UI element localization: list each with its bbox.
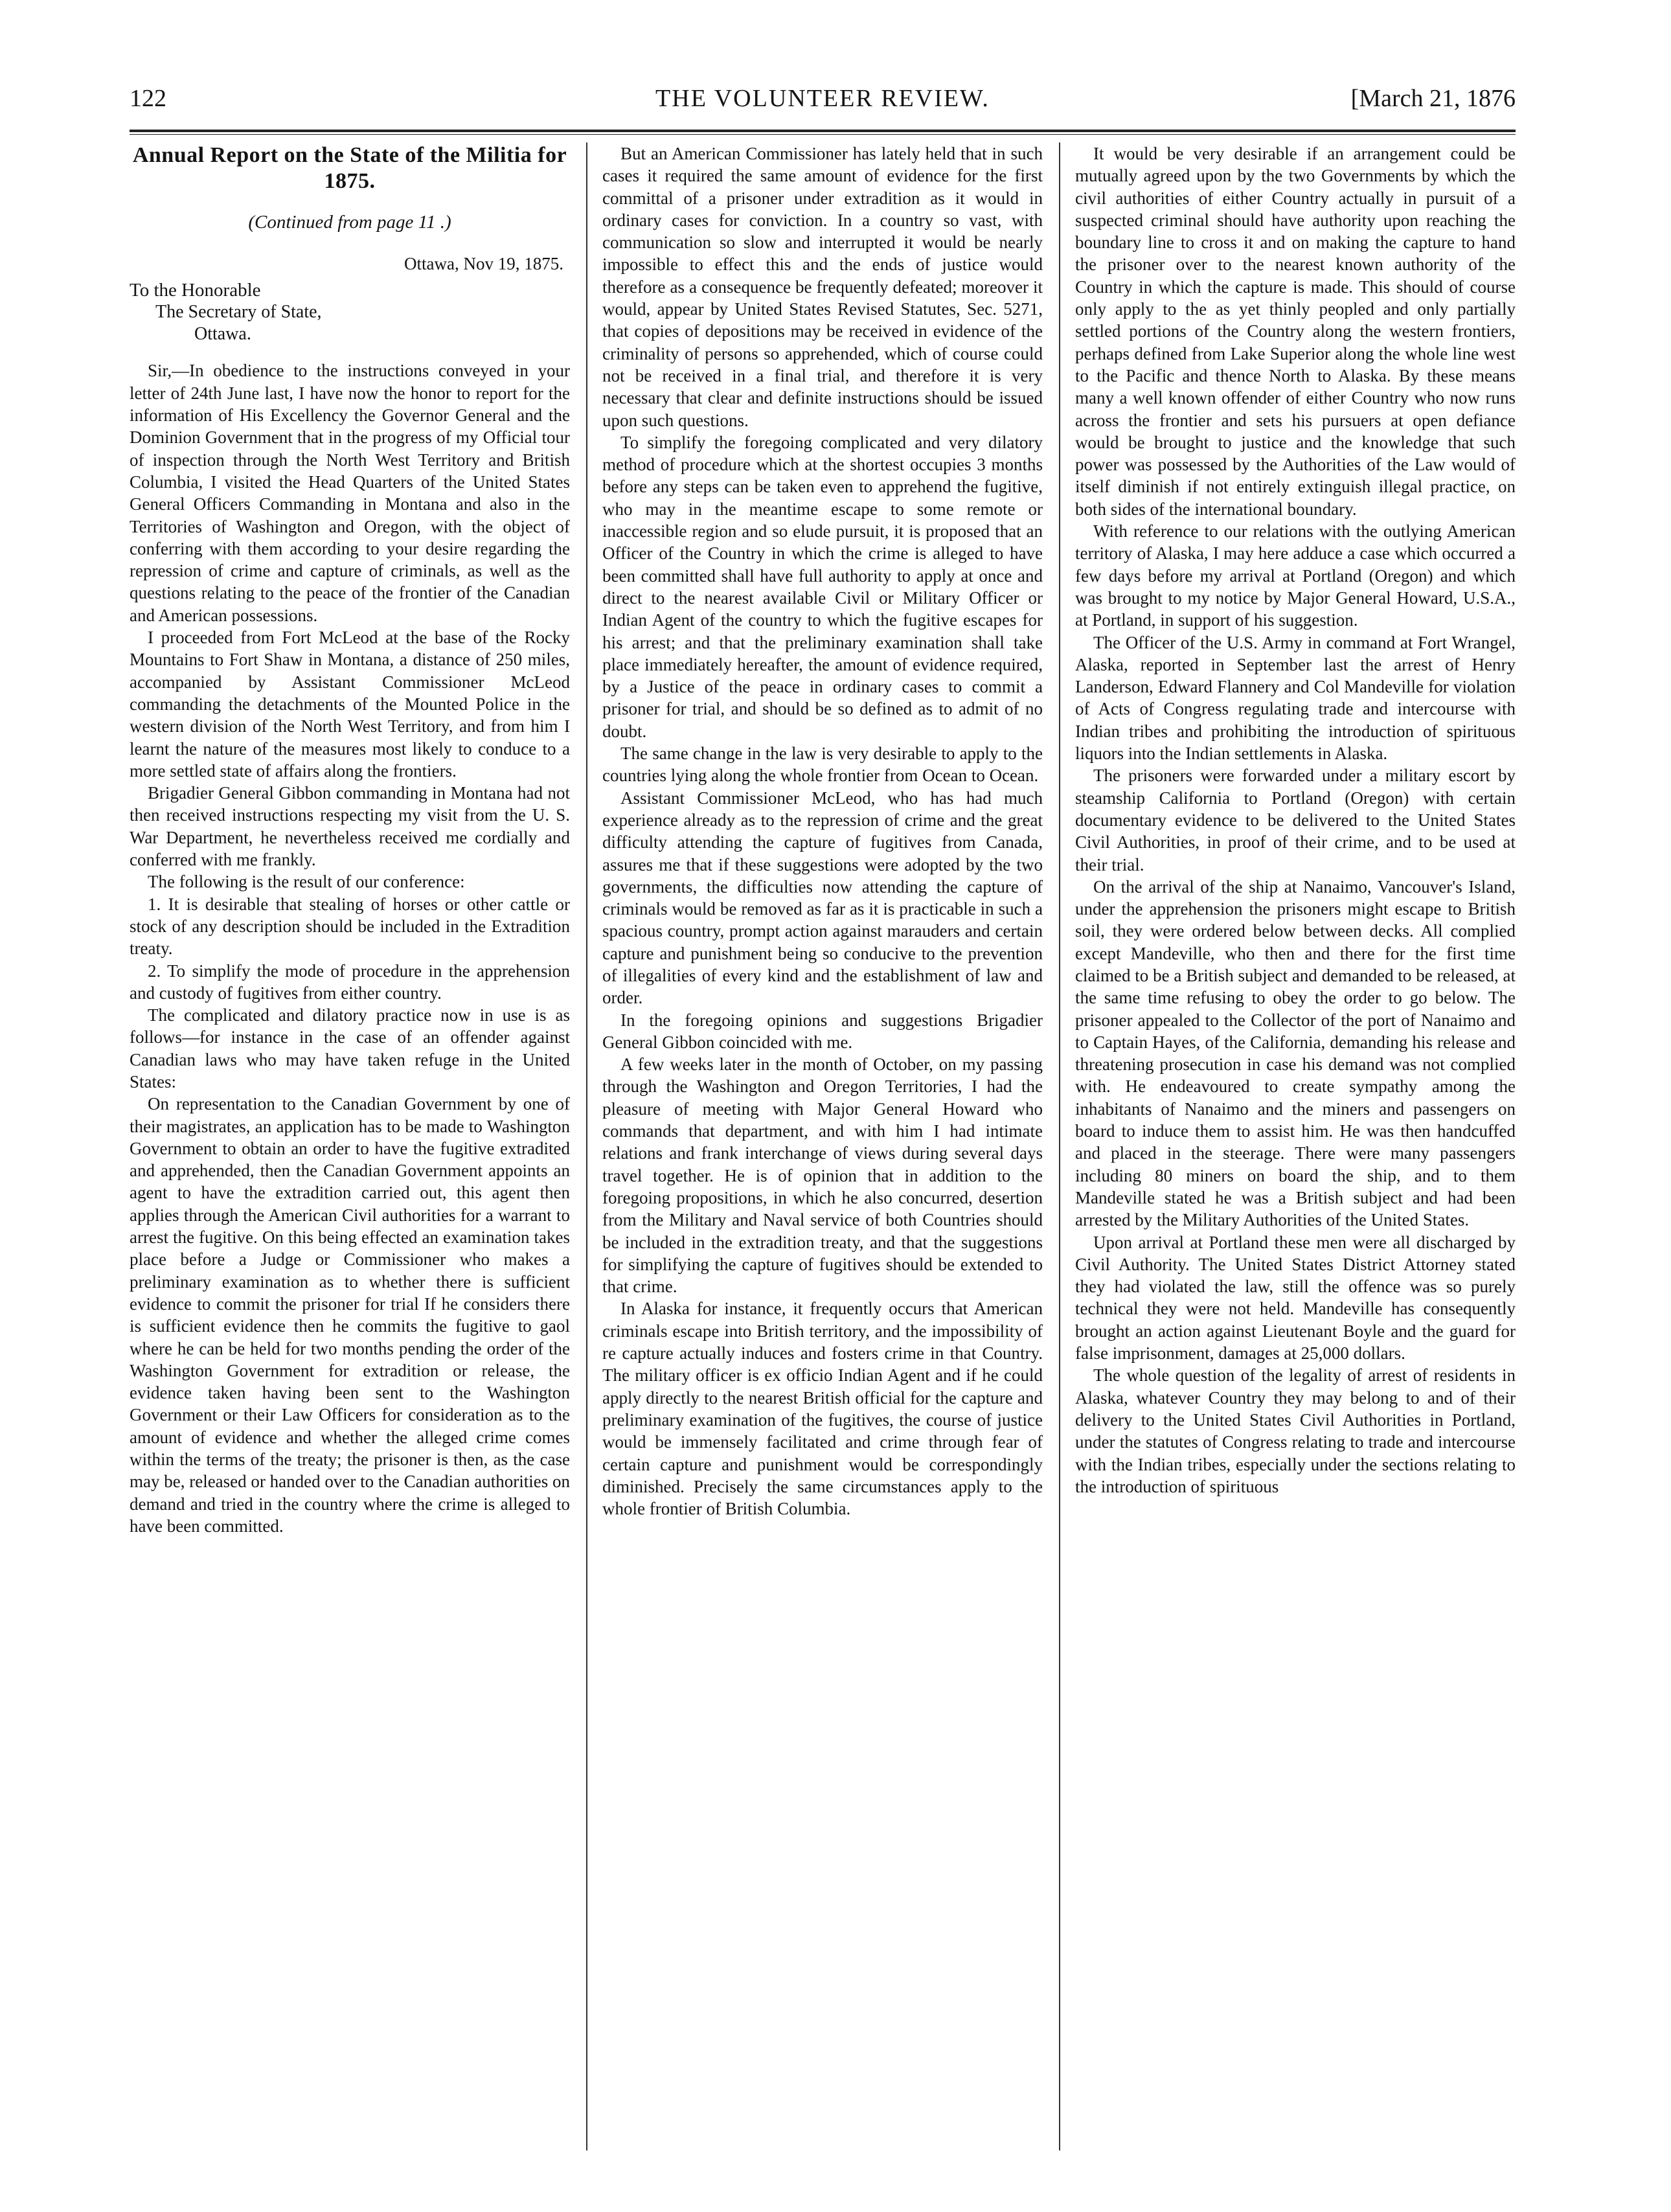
paragraph: The whole question of the legality of arrest of residents in Alaska, whatever Country they may belong to and of their delivery to the United States Civil Authorities in Portland, under the statutes of Congress relating to trade and intercourse with the Indian tribes, especially under the sections relating to the introduction of spirituous: [1075, 1365, 1516, 1496]
paragraph: The prisoners were forwarded under a military escort by steamship California to Portland (Oregon) with certain documentary evidence to be delivered to the United States Civil Authorities, in proof of their crime, and to be used at their trial.: [1075, 766, 1516, 874]
address-line: Ottawa.: [194, 324, 251, 345]
column-3: [1075, 143, 1516, 2150]
paragraph: On the arrival of the ship at Nanaimo, Vancouver's Island, under the apprehension the prisoners might escape to British soil, they were ordered below between decks. All complied except Mandeville, who then and there for the first time claimed to be a British subject and demanded to be released, at the same time refusing to obey the order to go below. The prisoner appealed to the Collector of the port of Nanaimo and to Captain Hayes, of the California, demanding his release and threatening prosecution in case his demand was not complied with. He endeavoured to create sympathy among the inhabitants of Nanaimo and the miners and passengers on board to induce them to assist him. He was then handcuffed and placed in the steerage. There were many passengers including 80 miners on board the ship, and to them Mandeville stated he was a British subject and had been arrested by the Military Authorities of the United States.: [1075, 876, 1516, 1230]
article-title: Annual Report on the State of the Militia for 1875.: [132, 143, 567, 193]
masthead: [130, 84, 1516, 123]
paragraph: The following is the result of our conference:: [148, 872, 465, 892]
continued-note: (Continued from page 11 .): [248, 212, 451, 233]
paragraph: A few weeks later in the month of October, on my passing through the Washington and Oregon Territories, I had the pleasure of meeting with Major General Howard who commands that department, and with him I had intimate relations and frank interchange of views during several days travel together. He is of opinion that in addition to the foregoing propositions, in which he also concurred, desertion from the Military and Naval service of both Countries should be included in the extradition treaty, and that the suggestions for simplifying the capture of fugitives should be extended to that crime.: [602, 1055, 1043, 1297]
column-2: [602, 143, 1043, 2150]
paragraph: 2. To simplify the mode of procedure in the apprehension and custody of fugitives from either country.: [130, 961, 570, 1003]
paragraph: With reference to our relations with the outlying American territory of Alaska, I may here adduce a case which occurred a few days before my arrival at Portland (Oregon) and which was brought to my notice by Major General Howard, U.S.A., at Portland, in support of his suggestion.: [1075, 521, 1516, 630]
column-divider: [1059, 143, 1060, 2150]
page-number: 122: [130, 85, 166, 112]
paragraph: Brigadier General Gibbon commanding in Montana had not then received instructions respecting my visit from the U. S. War Department, he nevertheless received me cordially and conferred with me frankly.: [130, 783, 570, 870]
paragraph: On representation to the Canadian Government by one of their magistrates, an application has to be made to Washington Government to obtain an order to have the fugitive extradited and apprehended, then the Canadian Government appoints an agent to have the extradition carried out, this agent then applies through the American Civil authorities for a warrant to arrest the fugitive. On this being effected an examination takes place before a Judge or Commissioner who makes a preliminary examination as to whether there is sufficient evidence to commit the prisoner for trial If he considers there is sufficient evidence then he commits the fugitive to gaol where he can be held for two months pending the order of the Washington Government for extradition or release, the evidence taken having been sent to the Washington Government or their Law Officers for consideration as to the amount of evidence and whether the alleged crime comes within the terms of the treaty; the prisoner is then, as the case may be, released or handed over to the Canadian authorities on demand and tried in the country where the crime is alleged to have been committed.: [130, 1094, 570, 1536]
issue-date: [March 21, 1876: [1350, 85, 1516, 112]
paragraph: 1. It is desirable that stealing of horses or other cattle or stock of any description should be included in the Extradition treaty.: [130, 894, 570, 959]
paragraph: The complicated and dilatory practice now in use is as follows—for instance in the case of an offender against Canadian laws who may have taken refuge in the United States:: [130, 1005, 570, 1091]
paragraph: The Officer of the U.S. Army in command at Fort Wrangel, Alaska, reported in September last the arrest of Henry Landerson, Edward Flannery and Col Mandeville for violation of Acts of Congress regulating trade and intercourse with Indian tribes and prohibiting the introduction of spirituous liquors into the Indian settlements in Alaska.: [1075, 632, 1516, 764]
newspaper-title: THE VOLUNTEER REVIEW.: [655, 85, 990, 112]
paragraph: To simplify the foregoing complicated and very dilatory method of procedure which at the shortest occupies 3 months before any steps can be taken even to apprehend the fugitive, who may in the meantime escape to some remote or inaccessible region and so elude pursuit, it is proposed that an Officer of the Country in which the crime is alleged to have been committed shall have full authority to apply at once and direct to the nearest available Civil or Military Officer or Indian Agent of the country to which the fugitive escapes for his arrest; and that the preliminary examination shall take place immediately hereafter, the amount of evidence required, by a Justice of the peace in ordinary cases to commit a prisoner for trial, and should be so defined as to admit of no doubt.: [602, 432, 1043, 741]
address-line: To the Honorable: [130, 279, 261, 301]
header-rule: [130, 130, 1516, 135]
paragraph: Upon arrival at Portland these men were all discharged by Civil Authority. The United States District Attorney stated they had violated the law, still the offence was so purely technical they were not held. Mandeville has consequently brought an action against Lieutenant Boyle and the guard for false imprisonment, damages at 25,000 dollars.: [1075, 1232, 1516, 1363]
paragraph: In the foregoing opinions and suggestions Brigadier General Gibbon coincided with me.: [602, 1010, 1043, 1052]
newspaper-page: [130, 78, 1516, 2163]
address-line: The Secretary of State,: [155, 301, 322, 322]
paragraph: In Alaska for instance, it frequently occurs that American criminals escape into British territory, and the impossibility of re capture actually induces and fosters crime in that Country. The military officer is ex officio Indian Agent and if he could apply directly to the nearest British official for the capture and preliminary examination of the fugitives, the course of justice would be immensely facilitated and crime through fear of certain capture and punishment would be correspondingly diminished. Precisely the same circumstances apply to the whole frontier of British Columbia.: [602, 1299, 1043, 1519]
column-1: [130, 143, 570, 2150]
paragraph: I proceeded from Fort McLeod at the base of the Rocky Mountains to Fort Shaw in Montana, a distance of 250 miles, accompanied by Assistant Commissioner McLeod commanding the detachments of the Mounted Police in the western division of the North West Territory, and from him I learnt the nature of the measures most likely to conduce to a more settled state of affairs along the frontiers.: [130, 628, 570, 781]
paragraph: Sir,—In obedience to the instructions conveyed in your letter of 24th June last, I have now the honor to report for the information of His Excellency the Governor General and the Dominion Government that in the progress of my Official tour of inspection through the North West Territory and British Columbia, I visited the Head Quarters of the United States General Officers Commanding in Montana and also in the Territories of Washington and Oregon, with the object of conferring with them according to your desire regarding the repression of crime and capture of criminals, as well as the questions relating to the peace of the frontier of the Canadian and American possessions.: [130, 361, 570, 625]
paragraph: The same change in the law is very desirable to apply to the countries lying along the whole frontier from Ocean to Ocean.: [602, 744, 1043, 786]
dateline: Ottawa, Nov 19, 1875.: [404, 254, 563, 274]
column-divider: [586, 143, 587, 2150]
paragraph: It would be very desirable if an arrangement could be mutually agreed upon by the two Governments by which the civil authorities of either Country actually in pursuit of a suspected criminal should have authority upon reaching the boundary line to cross it and on making the capture to hand the prisoner over to the nearest known authority of the Country in which the capture is made. This should of course only apply to the as yet thinly peopled and only partially settled portions of the Country along the western frontiers, perhaps defined from Lake Superior along the whole line west to the Pacific and thence North to Alaska. By these means many a well known offender of either Country who now runs across the frontier and sets his pursuers at open defiance would be brought to justice and the knowledge that such power was possessed by the Authorities of the Law would of itself diminish if not entirely extinguish illegal practice, on both sides of the international boundary.: [1075, 144, 1516, 519]
paragraph: Assistant Commissioner McLeod, who has had much experience already as to the repression of crime and the great difficulty attending the capture of fugitives from Canada, assures me that if these suggestions were adopted by the two governments, the difficulties now attending the capture of criminals would be removed as far as it is practicable in such a spacious country, prompt action against marauders and certain capture and punishment being so conducive to the prevention of illegalities of every kind and the establishment of law and order.: [602, 788, 1043, 1008]
paragraph: But an American Commissioner has lately held that in such cases it required the same amount of evidence for the first committal of a prisoner under extradition as it would in ordinary cases for conviction. In a country so vast, with communication so slow and interrupted it would be nearly impossible to effect this and the ends of justice would therefore as a consequence be frequently defeated; moreover it would, appear by United States Revised Statutes, Sec. 5271, that copies of depositions may be received in evidence of the criminality of persons so apprehended, which of course could not be received in a final trial, and therefore it is very necessary that clear and definite instructions should be issued upon such questions.: [602, 144, 1043, 430]
